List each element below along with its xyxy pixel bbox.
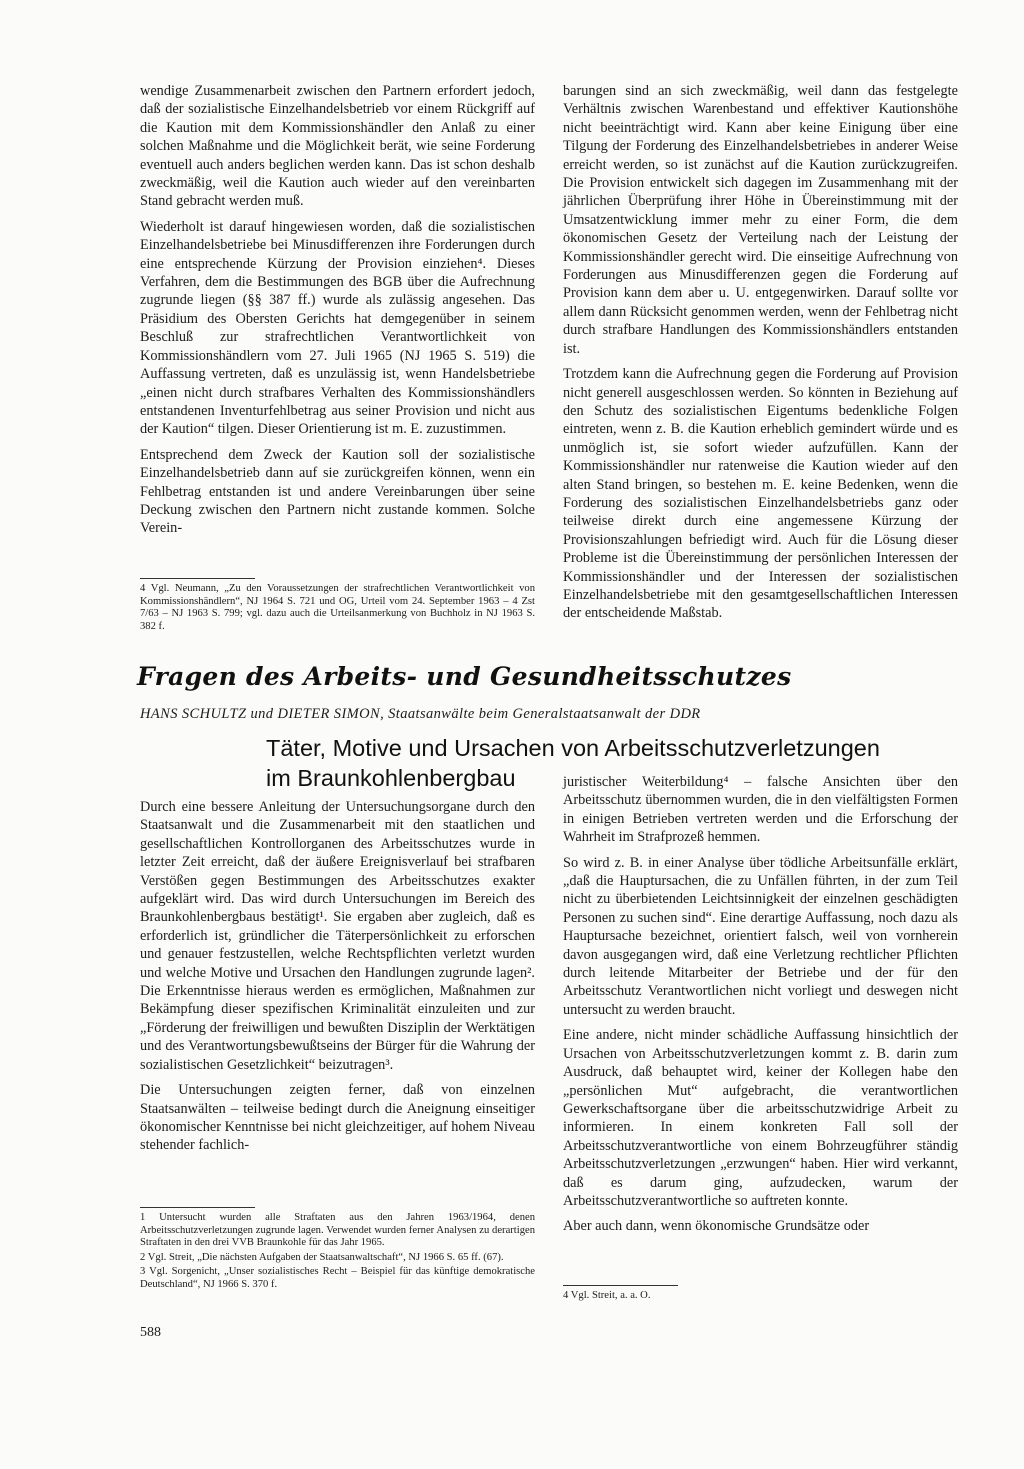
paragraph: Trotzdem kann die Aufrechnung gegen die Forderung auf Provision nicht generell ausgeschlossen werden. So könnten in Beziehung auf den Schutz des sozialistischen Eigentums bedenkliche Folgen eintreten, wenn z. B. die Kaution erheblich gemindert würde und es unmöglich ist, sie sofort wieder aufzufüllen. Kann der Kommissionshändler nur ratenweise die Kaution wieder auf den alten Stand bringen, so bestehen m. E. keine Bedenken, wenn die Forderung des sozialistischen Einzelhandelsbetriebs ganz oder teilweise direkt durch eine angemessene Kürzung der Provisionszahlungen befriedigt wird. Auch für die Lösung dieser Probleme ist die Übereinstimmung der persönlichen Interessen der Kommissionshändler und der Interessen der sozialistischen Einzelhandelsbetriebe mit den gesamtgesellschaftlichen Interessen der entscheidende Maßstab. (563, 366, 958, 622)
footnote-block-right-bottom (563, 1285, 958, 1305)
paragraph: So wird z. B. in einer Analyse über tödliche Arbeitsunfälle erklärt, „daß die Hauptursachen, die zu Unfällen führten, in der zum Teil nicht zu überbietenden Leichtsinnigkeit der einzelnen geschädigten Personen zu suchen sind“. Eine derartige Auffassung, noch dazu als Hauptursache bezeichnet, orientiert falsch, weil von vornherein davon ausgegangen wird, daß eine Verletzung rechtlicher Pflichten durch leitende Mitarbeiter der Betriebe und der für den Arbeitsschutz Verantwortlichen nicht vorliegt und deswegen nicht untersucht zu werden braucht. (563, 854, 958, 1018)
footnote-rule (140, 578, 255, 579)
footnote-block-left-top (140, 578, 535, 635)
paragraph: barungen sind an sich zweckmäßig, weil dann das festgelegte Verhältnis zwischen Warenbestand und effektiver Kautionshöhe nicht beeinträchtigt wird. Kann aber keine Einigung über eine Tilgung der Forderung des Einzelhandelsbetriebes in anderer Weise erreicht werden, so ist zunächst auf die Kaution zurückzugreifen. Die Provision entwickelt sich dagegen im Zusammenhang mit der jährlichen Überprüfung ihrer Höhe in Übereinstimmung mit der Umsatzentwicklung immer mehr zu einer Form, die dem ökonomischen Gesetz der Verteilung nach der Leistung der Kommissionshändler gerecht wird. Die einseitige Aufrechnung von Forderungen aus Minusdifferenzen gegen die Forderung auf Provision kann dem aber u. U. entgegenwirken. Darauf sollte vor allem dann Rücksicht genommen werden, wenn der Fehlbetrag nicht durch strafbare Handlungen des Kommissionshändlers entstanden ist. (563, 83, 958, 357)
footnote-rule (563, 1285, 678, 1286)
footnote-block-left-bottom (140, 1207, 535, 1294)
paragraph: Entsprechend dem Zweck der Kaution soll der sozialistische Einzelhandelsbetrieb dann auf sie zurückgreifen können, wenn ein Fehlbetrag entstanden ist und andere Vereinbarungen über seine Deckung zwischen den Partnern nicht zustande kommen. Solche Verein- (140, 446, 535, 537)
column-left-top (140, 82, 535, 545)
paragraph: wendige Zusammenarbeit zwischen den Partnern erfordert jedoch, daß der sozialistische Einzelhandelsbetrieb vor einem Rückgriff auf die Kaution mit dem Kommissionshändler den Anlaß zu einer solchen Maßnahme und die Möglichkeit berät, wie seine Forderung eventuell auch anders beglichen werden kann. Das ist schon deshalb zweckmäßig, weil die Kaution auch wieder auf den vereinbarten Stand gebracht werden muß. (140, 83, 535, 210)
paragraph: Durch eine bessere Anleitung der Untersuchungsorgane durch den Staatsanwalt und die Zusammenarbeit mit den staatlichen und gesellschaftlichen Kontrollorganen des Arbeitsschutzes wurde in letzter Zeit erreicht, daß der äußere Ereignisverlauf bei strafbaren Verstößen gegen Bestimmungen des Arbeitsschutzes exakter aufgeklärt wird. Das wird durch Untersuchungen im Bereich des Braunkohlenbergbaus bestätigt¹. Sie ergaben aber zugleich, daß es erforderlich ist, gründlicher die Täterpersönlichkeit zu erforschen und genauer festzustellen, welche Rechtspflichten verletzt wurden und welche Motive und Ursachen den Handlungen zugrunde lagen². Die Erkenntnisse hieraus werden es ermöglichen, Maßnahmen zur Bekämpfung dieser spezifischen Kriminalität einzuleiten und zur „Förderung der freiwilligen und bewußten Disziplin der Werktätigen und des Verantwortungsbewußtseins der Bürger für die Wahrung der sozialistischen Gesetzlichkeit“ beizutragen³. (140, 799, 535, 1073)
article-authors: HANS SCHULTZ und DIETER SIMON, Staatsanwälte beim Generalstaatsanwalt der DDR (140, 706, 701, 722)
footnote: 4 Vgl. Neumann, „Zu den Voraussetzungen der strafrechtlichen Verantwortlichkeit von Kommissionshändlern“, NJ 1964 S. 721 und OG, Urteil vom 24. September 1963 – 4 Zst 7/63 – NJ 1963 S. 799; vgl. dazu auch die Urteilsanmerkung von Buchholz in NJ 1963 S. 382 f. (140, 583, 535, 632)
paragraph: Aber auch dann, wenn ökonomische Grundsätze oder (563, 1218, 870, 1235)
paragraph: Die Untersuchungen zeigten ferner, daß von einzelnen Staatsanwälten – teilweise bedingt durch die Aneignung einseitiger ökonomischer Kenntnisse bei nicht gleichzeitiger, auf hohem Niveau stehender fachlich- (140, 1082, 535, 1154)
footnote: 2 Vgl. Streit, „Die nächsten Aufgaben der Staatsanwaltschaft“, NJ 1966 S. 65 ff. (67). (140, 1251, 504, 1263)
paragraph: Eine andere, nicht minder schädliche Auffassung hinsichtlich der Ursachen von Arbeitsschutzverletzungen kommt z. B. darin zum Ausdruck, daß behauptet wird, keiner der Kollegen habe den „persönlichen Mut“ aufgebracht, die verantwortlichen Gewerkschaftsorgane über die arbeitsschutzwidrige Arbeit zu informieren. In einem konkreten Fall soll der Arbeitsschutzverantwortliche von einem Bohrzeugführer ständig Arbeitsschutzverletzungen „erzwungen“ haben. Hier wird verkannt, daß es darum ging, aufzudecken, warum der Arbeitsschutzverantwortliche so auftreten konnte. (563, 1027, 958, 1209)
column-right-top (563, 82, 958, 630)
page-number: 588 (140, 1325, 161, 1340)
footnote-rule (140, 1207, 255, 1208)
footnote: 3 Vgl. Sorgenicht, „Unser sozialistisches Recht – Beispiel für das künftige demokratische Deutschland“, NJ 1966 S. 370 f. (140, 1266, 535, 1290)
paragraph: juristischer Weiterbildung⁴ – falsche Ansichten über den Arbeitsschutz übernommen wurden, die in den vielfältigsten Formen in einigen Betrieben vertreten werden und die Erforschung der Wahrheit im Strafprozeß hemmen. (563, 774, 958, 846)
paragraph: Wiederholt ist darauf hingewiesen worden, daß die sozialistischen Einzelhandelsbetriebe bei Minusdifferenzen ihre Forderungen durch eine entsprechende Kürzung der Provision einziehen⁴. Dieses Verfahren, dem die Bestimmungen des BGB über die Aufrechnung zugrunde liegen (§§ 387 ff.) wurde als zulässig angesehen. Das Präsidium des Obersten Gerichts hat demgegenüber in seinem Beschluß zur strafrechtlichen Verantwortlichkeit von Kommissionshändlern vom 27. Juli 1965 (NJ 1965 S. 519) die Auffassung vertreten, daß es unzulässig ist, wenn Handelsbetriebe „einen nicht durch strafbares Verhalten des Kommissionshändlers entstandenen Inventurfehlbetrag aus seiner Provision und nicht aus der Kaution“ tilgen. Dieser Orientierung ist m. E. zuzustimmen. (140, 218, 535, 438)
article-title: Täter, Motive und Ursachen von Arbeitsschutzverletzungen im Braunkohlenbergbau (266, 735, 880, 791)
footnote: 1 Untersucht wurden alle Straftaten aus den Jahren 1963/1964, denen Arbeitsschutzverletzungen zugrunde lagen. Verwendet wurden ferner Analysen zu derartigen Straftaten in den drei VVB Braunkohle für das Jahr 1965. (140, 1212, 535, 1249)
section-rubric: Fragen des Arbeits- und Gesundheitsschutzes (137, 662, 792, 691)
column-right-bottom (563, 773, 958, 1243)
column-left-bottom (140, 798, 535, 1162)
footnote: 4 Vgl. Streit, a. a. O. (563, 1290, 651, 1301)
